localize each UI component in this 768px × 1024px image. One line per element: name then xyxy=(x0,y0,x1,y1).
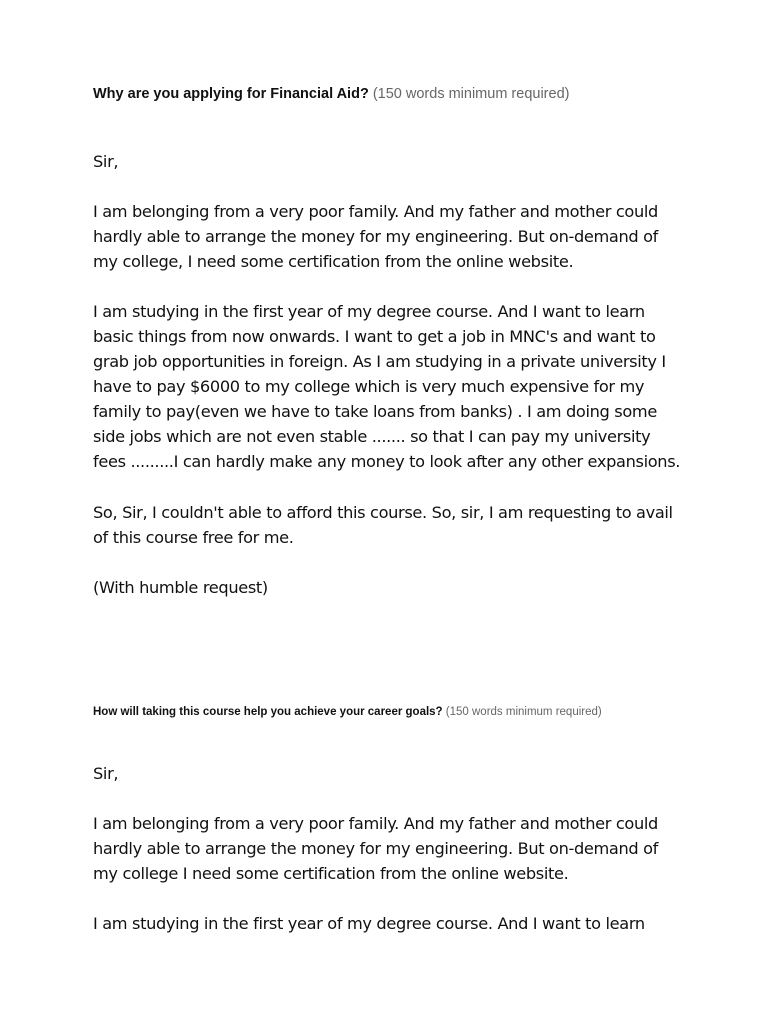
paragraph-line: my college I need some certification from the online website. xyxy=(93,864,569,883)
paragraph xyxy=(93,811,683,886)
paragraph-line: family to pay(even we have to take loans from banks) . I am doing some xyxy=(93,402,657,421)
question-word-requirement: (150 words minimum required) xyxy=(445,706,602,718)
paragraph-line: fees .........I can hardly make any money to look after any other expansions. xyxy=(93,452,681,471)
paragraph-line: of this course free for me. xyxy=(93,528,294,547)
paragraph-line: So, Sir, I couldn't able to afford this course. So, sir, I am requesting to avail xyxy=(93,503,673,522)
paragraph xyxy=(93,500,683,550)
paragraph-line: have to pay $6000 to my college which is very much expensive for my xyxy=(93,377,645,396)
paragraph-line: hardly able to arrange the money for my engineering. But on-demand of xyxy=(93,227,659,246)
question-heading-financial-aid xyxy=(93,86,683,102)
closing-line: (With humble request) xyxy=(93,578,268,597)
question-title: How will taking this course help you achieve your career goals? xyxy=(93,706,443,718)
salutation: Sir, xyxy=(93,764,119,783)
paragraph-line: my college, I need some certification from the online website. xyxy=(93,252,574,271)
question-word-requirement: (150 words minimum required) xyxy=(372,86,570,102)
paragraph xyxy=(93,299,683,474)
question-title: Why are you applying for Financial Aid? xyxy=(93,86,369,102)
paragraph xyxy=(93,199,683,274)
salutation: Sir, xyxy=(93,152,119,171)
paragraph xyxy=(93,911,683,936)
paragraph-line: side jobs which are not even stable ....... so that I can pay my university xyxy=(93,427,651,446)
paragraph-line: hardly able to arrange the money for my engineering. But on-demand of xyxy=(93,839,659,858)
paragraph-line: I am belonging from a very poor family. And my father and mother could xyxy=(93,814,658,833)
paragraph-line: I am belonging from a very poor family. And my father and mother could xyxy=(93,202,658,221)
paragraph-line: basic things from now onwards. I want to get a job in MNC's and want to xyxy=(93,327,656,346)
paragraph-line: I am studying in the first year of my degree course. And I want to learn xyxy=(93,914,645,933)
question-heading-career-goals xyxy=(93,706,683,718)
paragraph-line: grab job opportunities in foreign. As I am studying in a private university I xyxy=(93,352,666,371)
paragraph-line: I am studying in the first year of my degree course. And I want to learn xyxy=(93,302,645,321)
